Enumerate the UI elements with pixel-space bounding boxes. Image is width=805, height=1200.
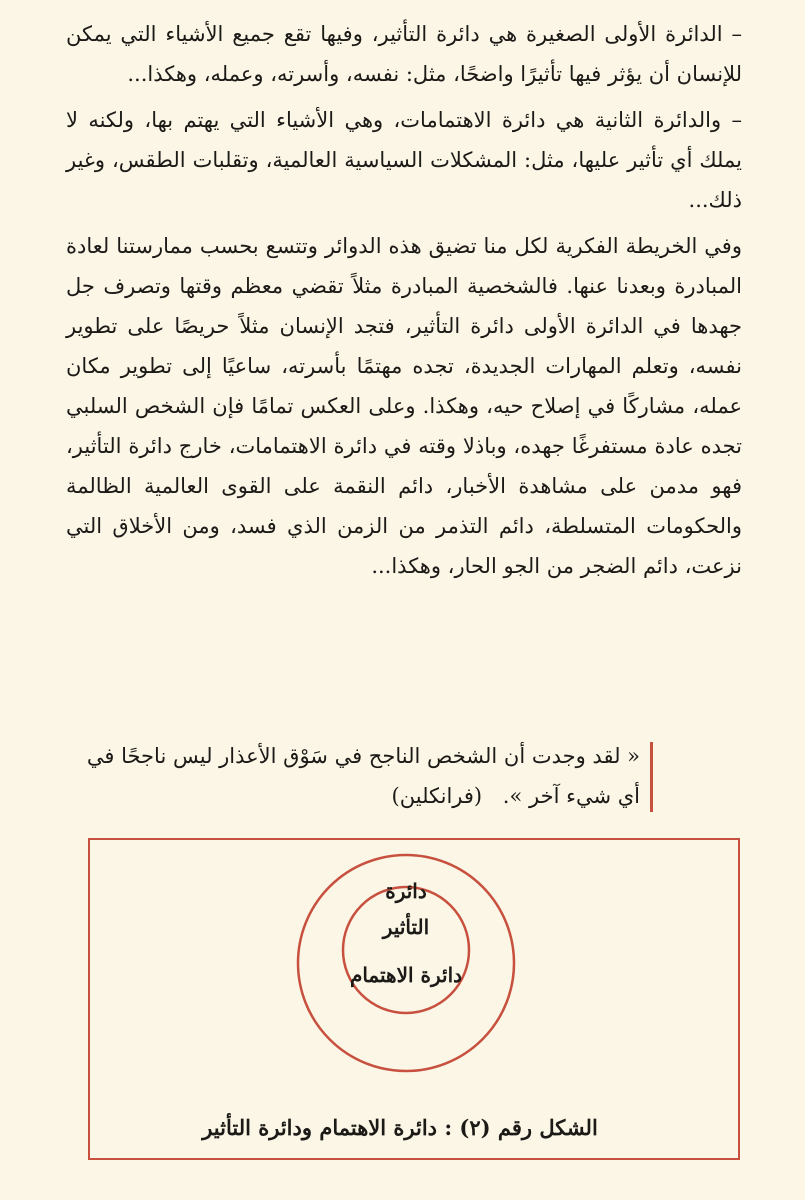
quote-author: (فرانكلين) xyxy=(391,784,483,808)
quote-bar xyxy=(650,742,653,812)
paragraph-influence-circle: – الدائرة الأولى الصغيرة هي دائرة التأثير، وفيها تقع جميع الأشياء التي يمكن للإنسان أن يؤثر فيها تأثيرًا واضحًا، مثل: نفسه، وأسرته، وعمله، وهكذا... xyxy=(66,22,742,86)
figure-caption: الشكل رقم (٢) : دائرة الاهتمام ودائرة التأثير xyxy=(202,1115,598,1140)
concern-label: دائرة الاهتمام xyxy=(349,963,463,987)
paragraph-concern-circle: – والدائرة الثانية هي دائرة الاهتمامات، وهي الأشياء التي يهتم بها، ولكنه لا يملك أي تأثير عليها، مثل: المشكلات السياسية العالمية، وتقلبات الطقس، وغير ذلك... xyxy=(66,108,742,212)
paragraph-mental-map: وفي الخريطة الفكرية لكل منا تضيق هذه الدوائر وتتسع بحسب ممارستنا لعادة المبادرة وبعدنا عنها. فالشخصية المبادرة مثلاً تقضي معظم وقتها وتصرف جل جهدها في الدائرة الأولى دائرة التأثير، فتجد الإنسان مثلاً حريصًا على تطوير نفسه، وتعلم المهارات الجديدة، تجده مهتمًا بأسرته، ساعيًا إلى تطوير مكان عمله، مشاركًا في إصلاح حيه، وهكذا. وعلى العكس تمامًا فإن الشخص السلبي تجده عادة مستفرغًا جهده، وباذلا وقته في دائرة الاهتمامات، خارج دائرة التأثير، فهو مدمن على مشاهدة الأخبار، دائم النقمة على القوى العالمية الظالمة والحكومات المتسلطة، دائم التذمر من الزمن الذي فسد، ومن الأخلاق التي نزعت، دائم الضجر من الجو الحار، وهكذا... xyxy=(66,234,742,578)
quote-text: « لقد وجدت أن الشخص الناجح في سَوْق الأعذار ليس ناجحًا في أي شيء آخر ». xyxy=(86,744,640,808)
body-text xyxy=(66,14,742,586)
quote-block xyxy=(80,736,650,816)
influence-label-line2: التأثير xyxy=(382,915,430,939)
influence-label-line1: دائرة xyxy=(385,879,427,903)
